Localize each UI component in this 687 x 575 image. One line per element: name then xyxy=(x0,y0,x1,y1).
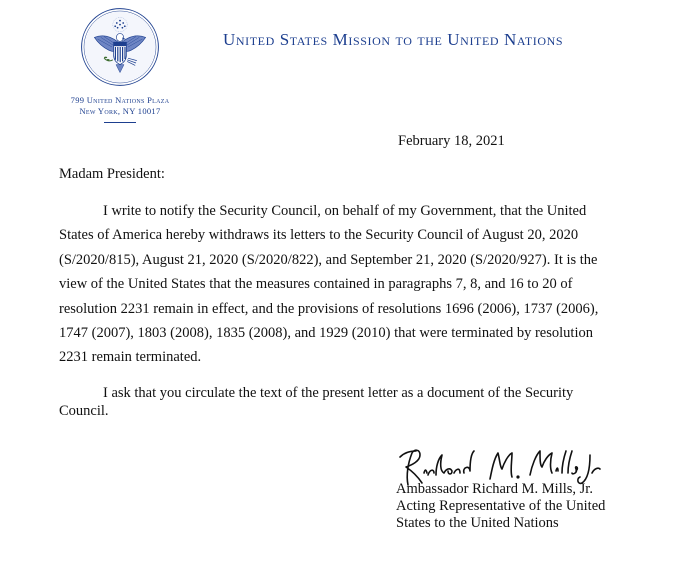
signatory-title-line-1: Acting Representative of the United xyxy=(396,498,606,514)
address-line-1: 799 United Nations Plaza xyxy=(70,95,170,105)
mission-title: United States Mission to the United Nations xyxy=(223,30,564,49)
salutation: Madam President: xyxy=(59,166,165,182)
signature-block xyxy=(396,481,605,532)
body-paragraph-1: I write to notify the Security Council, on behalf of my Government, that the United States of America hereby withdraws its letters to the Security Council of August 20, 2020 (S/2020/815), August 21, 2020 (S/2020/822), and September 21, 2020 (S/2020/927). It is the view of the United States that the measures contained in paragraphs 7, 8, and 16 to 20 of resolution 2231 remain in effect, and the provisions of resolutions 1696 (2006), 1737 (2006), 1747 (2007), 1803 (2008), 1835 (2008), and 1929 (2010) that were terminated by resolution 2231 remain terminated. xyxy=(59,203,599,366)
signatory-title-line-2: States to the United Nations xyxy=(396,515,559,531)
signatory-name: Ambassador Richard M. Mills, Jr. xyxy=(396,481,593,497)
address-divider xyxy=(104,122,136,123)
mission-address xyxy=(50,95,190,117)
us-great-seal-icon xyxy=(80,7,160,87)
letter-date: February 18, 2021 xyxy=(398,133,505,149)
body-paragraph-2: I ask that you circulate the text of the present letter as a document of the Security Council. xyxy=(59,385,574,419)
address-line-2: New York, NY 10017 xyxy=(79,106,161,116)
